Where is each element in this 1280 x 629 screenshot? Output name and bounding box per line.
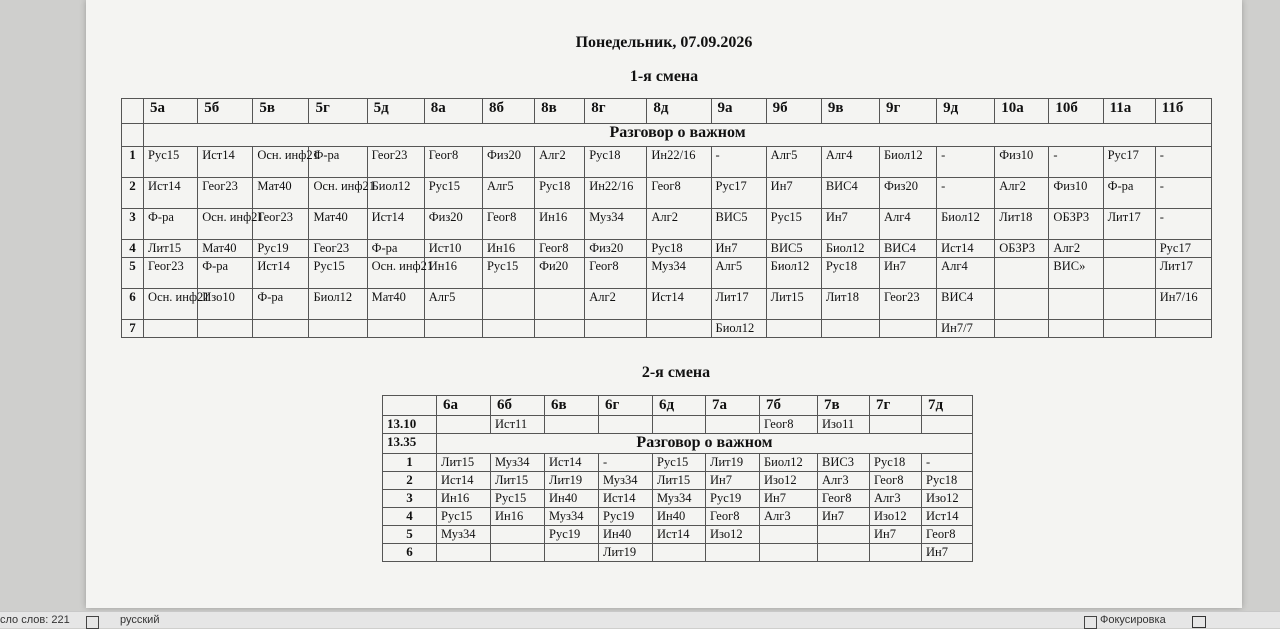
lesson-cell: Геог8	[922, 526, 973, 544]
lesson-cell: Геог8	[535, 240, 585, 258]
lesson-cell: Рус19	[253, 240, 309, 258]
lesson-cell: -	[599, 454, 653, 472]
class-header: 5б	[198, 99, 253, 124]
table-row	[383, 544, 973, 562]
lesson-cell	[760, 526, 818, 544]
lesson-cell: Ин7	[821, 209, 879, 240]
class-header: 6в	[545, 396, 599, 416]
lesson-cell: Геог8	[482, 209, 534, 240]
lesson-cell	[437, 416, 491, 434]
class-header	[122, 99, 144, 124]
lesson-cell: Ин16	[437, 490, 491, 508]
lesson-cell: Биол12	[711, 320, 766, 338]
lesson-cell: Физ20	[585, 240, 647, 258]
lesson-cell: Биол12	[879, 147, 936, 178]
lesson-cell: Алг2	[585, 289, 647, 320]
lesson-cell: Алг4	[937, 258, 995, 289]
lesson-cell	[198, 320, 253, 338]
shift1-table	[121, 98, 1212, 338]
lesson-cell	[482, 320, 534, 338]
lesson-cell: Лит17	[711, 289, 766, 320]
lesson-cell: Рус17	[711, 178, 766, 209]
lesson-cell	[821, 320, 879, 338]
print-layout-icon[interactable]	[1192, 616, 1206, 628]
lesson-cell: Муз34	[647, 258, 711, 289]
lesson-cell: Ист11	[491, 416, 545, 434]
focus-button[interactable]: Фокусировка	[1100, 614, 1166, 626]
class-header: 5г	[309, 99, 367, 124]
lesson-cell: Ист14	[144, 178, 198, 209]
lesson-cell: Ист14	[367, 209, 424, 240]
lesson-cell: Рус15	[437, 508, 491, 526]
table-row	[383, 526, 973, 544]
lesson-cell: Физ10	[995, 147, 1049, 178]
lesson-number: 3	[122, 209, 144, 240]
lesson-cell	[995, 320, 1049, 338]
lesson-number: 5	[383, 526, 437, 544]
lesson-cell: Ин7	[760, 490, 818, 508]
lesson-cell: Осн. инф21	[144, 289, 198, 320]
lesson-cell: Биол12	[309, 289, 367, 320]
lesson-cell: Изо12	[706, 526, 760, 544]
lesson-cell: -	[1155, 147, 1211, 178]
table-row	[383, 490, 973, 508]
lesson-cell: Геог8	[585, 258, 647, 289]
lesson-cell: Геог23	[144, 258, 198, 289]
table-row	[383, 454, 973, 472]
lesson-cell: Геог8	[760, 416, 818, 434]
lesson-cell	[706, 544, 760, 562]
lesson-cell: Изо11	[818, 416, 870, 434]
lesson-cell	[653, 544, 706, 562]
lesson-cell: Физ20	[424, 209, 482, 240]
lesson-cell: ВИС»	[1049, 258, 1103, 289]
class-header: 9д	[937, 99, 995, 124]
lesson-cell: Биол12	[367, 178, 424, 209]
lesson-cell: Ист10	[424, 240, 482, 258]
lesson-cell: Ин16	[482, 240, 534, 258]
lesson-cell: Алг2	[647, 209, 711, 240]
lesson-cell	[995, 289, 1049, 320]
class-header: 8в	[535, 99, 585, 124]
lesson-cell: Геог8	[424, 147, 482, 178]
lesson-cell: Изо12	[922, 490, 973, 508]
lesson-cell: Лит15	[491, 472, 545, 490]
table-row	[122, 147, 1212, 178]
lesson-cell: Мат40	[198, 240, 253, 258]
lesson-cell: Осн. инф21	[198, 209, 253, 240]
lesson-cell: Алг4	[879, 209, 936, 240]
lesson-number: 2	[383, 472, 437, 490]
lesson-cell: Муз34	[437, 526, 491, 544]
lesson-cell	[879, 320, 936, 338]
class-header: 7б	[760, 396, 818, 416]
lesson-cell: Ф-ра	[1103, 178, 1155, 209]
lesson-cell: -	[1155, 178, 1211, 209]
lesson-cell	[535, 289, 585, 320]
lesson-cell	[545, 416, 599, 434]
lesson-cell: Лит19	[706, 454, 760, 472]
lesson-cell: Муз34	[585, 209, 647, 240]
talk-row-label: Разговор о важном	[144, 124, 1212, 147]
class-header: 7д	[922, 396, 973, 416]
lesson-cell	[253, 320, 309, 338]
lesson-cell	[760, 544, 818, 562]
lesson-cell	[367, 320, 424, 338]
lesson-cell: Алг3	[870, 490, 922, 508]
class-header: 6а	[437, 396, 491, 416]
lesson-cell: Лит18	[995, 209, 1049, 240]
status-bar	[0, 611, 1280, 628]
lesson-cell: Мат40	[309, 209, 367, 240]
lesson-cell: Ин16	[491, 508, 545, 526]
lesson-cell: Ин40	[545, 490, 599, 508]
table-row	[383, 416, 973, 434]
lesson-cell: Биол12	[760, 454, 818, 472]
class-header: 9б	[766, 99, 821, 124]
lesson-cell: Геог23	[367, 147, 424, 178]
talk-row	[122, 124, 1212, 147]
shift2-table	[382, 395, 973, 562]
lesson-cell: Лит19	[545, 472, 599, 490]
table-row	[122, 258, 1212, 289]
lesson-number: 1	[383, 454, 437, 472]
table-row	[122, 240, 1212, 258]
lesson-cell: Рус18	[647, 240, 711, 258]
lesson-cell: Биол12	[937, 209, 995, 240]
lesson-cell	[818, 526, 870, 544]
lesson-cell: Ф-ра	[144, 209, 198, 240]
lesson-cell: -	[711, 147, 766, 178]
lesson-cell: Геог8	[870, 472, 922, 490]
lesson-cell	[653, 416, 706, 434]
lesson-cell: Алг5	[766, 147, 821, 178]
lesson-cell: Ист14	[253, 258, 309, 289]
lesson-cell: Муз34	[545, 508, 599, 526]
lesson-cell: Рус17	[1155, 240, 1211, 258]
lesson-cell: Рус19	[599, 508, 653, 526]
lesson-number: 2	[122, 178, 144, 209]
lesson-cell: Геог23	[253, 209, 309, 240]
lesson-cell: Лит18	[821, 289, 879, 320]
empty-cell	[122, 124, 144, 147]
lesson-cell: Геог23	[879, 289, 936, 320]
class-header: 6б	[491, 396, 545, 416]
lesson-cell: Мат40	[253, 178, 309, 209]
lesson-cell: Ист14	[647, 289, 711, 320]
class-header: 7а	[706, 396, 760, 416]
lesson-cell: Лит15	[437, 454, 491, 472]
lesson-cell: Ин40	[599, 526, 653, 544]
lesson-cell: Рус19	[545, 526, 599, 544]
talk-row	[383, 434, 973, 454]
lesson-number: 6	[383, 544, 437, 562]
lesson-cell: -	[922, 454, 973, 472]
lesson-cell: Ист14	[922, 508, 973, 526]
table-row	[122, 178, 1212, 209]
lesson-cell: Лит17	[1103, 209, 1155, 240]
lesson-cell: Алг2	[535, 147, 585, 178]
lesson-cell: Ин7/16	[1155, 289, 1211, 320]
lesson-cell: Ист14	[198, 147, 253, 178]
lesson-cell: Ин7	[879, 258, 936, 289]
lesson-cell: ОБЗР3	[1049, 209, 1103, 240]
lesson-cell: Геог8	[647, 178, 711, 209]
lesson-cell: -	[1155, 209, 1211, 240]
lesson-cell: Муз34	[491, 454, 545, 472]
table-header-row	[383, 396, 973, 416]
lesson-cell: ВИС4	[879, 240, 936, 258]
lesson-cell: Ист14	[599, 490, 653, 508]
lesson-cell: Фи20	[535, 258, 585, 289]
lesson-cell: Ист14	[437, 472, 491, 490]
lesson-cell: Геог8	[818, 490, 870, 508]
lesson-cell: Рус15	[766, 209, 821, 240]
class-header: 10б	[1049, 99, 1103, 124]
lesson-cell: Физ20	[482, 147, 534, 178]
lesson-number: 7	[122, 320, 144, 338]
lesson-cell: Ист14	[653, 526, 706, 544]
table-row	[383, 472, 973, 490]
lesson-cell	[1103, 258, 1155, 289]
lesson-cell: Ин40	[653, 508, 706, 526]
class-header: 7г	[870, 396, 922, 416]
lesson-cell: Ист14	[937, 240, 995, 258]
lesson-cell: Лит15	[653, 472, 706, 490]
time-cell: 13.35	[383, 434, 437, 454]
shift1-title: 1-я смена	[629, 68, 699, 85]
class-header: 6д	[653, 396, 706, 416]
lesson-cell: Осн. инф21	[367, 258, 424, 289]
lesson-cell: Ф-ра	[253, 289, 309, 320]
lesson-cell	[491, 544, 545, 562]
lesson-cell: Ф-ра	[198, 258, 253, 289]
lesson-cell	[599, 416, 653, 434]
lesson-cell	[995, 258, 1049, 289]
lesson-cell	[647, 320, 711, 338]
lesson-cell	[144, 320, 198, 338]
lesson-cell: Алг5	[424, 289, 482, 320]
lesson-cell	[491, 526, 545, 544]
lesson-cell: Рус15	[144, 147, 198, 178]
lesson-number: 6	[122, 289, 144, 320]
lesson-cell: ВИС4	[821, 178, 879, 209]
word-count[interactable]: сло слов: 221	[0, 614, 70, 626]
class-header: 9а	[711, 99, 766, 124]
lesson-cell: Рус15	[309, 258, 367, 289]
lesson-cell: Рус18	[535, 178, 585, 209]
lesson-cell: Геог23	[198, 178, 253, 209]
lesson-cell: Физ20	[879, 178, 936, 209]
lesson-number: 4	[383, 508, 437, 526]
lesson-cell: Ин7	[922, 544, 973, 562]
lesson-cell: Осн. инф21	[253, 147, 309, 178]
lesson-cell: Лит17	[1155, 258, 1211, 289]
class-header: 8а	[424, 99, 482, 124]
lesson-cell: ВИС5	[711, 209, 766, 240]
lesson-cell: Физ10	[1049, 178, 1103, 209]
class-header: 8д	[647, 99, 711, 124]
lesson-cell: Алг4	[821, 147, 879, 178]
class-header: 7в	[818, 396, 870, 416]
class-header: 5в	[253, 99, 309, 124]
lesson-cell: Алг5	[711, 258, 766, 289]
lesson-cell: Алг2	[995, 178, 1049, 209]
lesson-cell: Рус15	[653, 454, 706, 472]
table-row	[383, 508, 973, 526]
lesson-cell: -	[937, 147, 995, 178]
lesson-number: 1	[122, 147, 144, 178]
lesson-cell: Рус18	[821, 258, 879, 289]
lesson-cell	[922, 416, 973, 434]
lesson-cell	[545, 544, 599, 562]
lesson-cell: Ф-ра	[309, 147, 367, 178]
lesson-cell: Ин22/16	[647, 147, 711, 178]
lesson-cell: Рус15	[424, 178, 482, 209]
class-header: 9в	[821, 99, 879, 124]
lesson-number: 5	[122, 258, 144, 289]
lesson-cell	[535, 320, 585, 338]
lesson-cell: Ф-ра	[367, 240, 424, 258]
lesson-cell: Ин7	[766, 178, 821, 209]
class-header: 9г	[879, 99, 936, 124]
lesson-cell: Биол12	[766, 258, 821, 289]
lesson-cell	[309, 320, 367, 338]
lesson-cell: ОБЗР3	[995, 240, 1049, 258]
lesson-cell	[1155, 320, 1211, 338]
table-row	[122, 289, 1212, 320]
lesson-cell: Геог8	[706, 508, 760, 526]
lesson-cell	[1103, 320, 1155, 338]
class-header: 5д	[367, 99, 424, 124]
lesson-cell	[870, 416, 922, 434]
lesson-cell	[424, 320, 482, 338]
time-cell: 13.10	[383, 416, 437, 434]
lesson-cell: Рус18	[585, 147, 647, 178]
table-row	[122, 209, 1212, 240]
shift2-title: 2-я смена	[641, 364, 711, 381]
lesson-cell	[482, 289, 534, 320]
lesson-cell: Алг3	[818, 472, 870, 490]
lesson-cell	[437, 544, 491, 562]
lesson-cell: Ин7	[706, 472, 760, 490]
lesson-cell: Биол12	[821, 240, 879, 258]
lesson-cell: Рус17	[1103, 147, 1155, 178]
table-header-row	[122, 99, 1212, 124]
lesson-cell	[766, 320, 821, 338]
lesson-cell	[1049, 289, 1103, 320]
document-title: Понедельник, 07.09.2026	[575, 34, 753, 51]
lesson-cell: Рус15	[482, 258, 534, 289]
lesson-cell: Ин7	[870, 526, 922, 544]
class-header: 11а	[1103, 99, 1155, 124]
lesson-number: 4	[122, 240, 144, 258]
lesson-cell: -	[937, 178, 995, 209]
lesson-cell: Ин16	[535, 209, 585, 240]
lesson-cell: Лит15	[144, 240, 198, 258]
lesson-cell: Ин7	[818, 508, 870, 526]
lesson-cell: Ист14	[545, 454, 599, 472]
class-header	[383, 396, 437, 416]
lesson-cell: Лит15	[766, 289, 821, 320]
lesson-cell: Муз34	[653, 490, 706, 508]
lesson-cell: -	[1049, 147, 1103, 178]
lesson-cell	[706, 416, 760, 434]
lesson-cell: Ин16	[424, 258, 482, 289]
lesson-cell: Изо12	[870, 508, 922, 526]
lesson-cell: Ин22/16	[585, 178, 647, 209]
lesson-cell: ВИС3	[818, 454, 870, 472]
class-header: 10а	[995, 99, 1049, 124]
lesson-cell: Рус15	[491, 490, 545, 508]
lesson-cell: ВИС5	[766, 240, 821, 258]
lesson-cell: Мат40	[367, 289, 424, 320]
lesson-cell: Рус18	[870, 454, 922, 472]
class-header: 6г	[599, 396, 653, 416]
lesson-cell: Алг5	[482, 178, 534, 209]
lesson-cell: Ин7	[711, 240, 766, 258]
lesson-cell: Муз34	[599, 472, 653, 490]
lesson-cell: Рус18	[922, 472, 973, 490]
class-header: 5а	[144, 99, 198, 124]
class-header: 8б	[482, 99, 534, 124]
lesson-number: 3	[383, 490, 437, 508]
lesson-cell	[585, 320, 647, 338]
lesson-cell	[870, 544, 922, 562]
class-header: 8г	[585, 99, 647, 124]
lesson-cell: Геог23	[309, 240, 367, 258]
lesson-cell: Изо12	[760, 472, 818, 490]
lesson-cell	[1049, 320, 1103, 338]
table-row	[122, 320, 1212, 338]
lesson-cell	[1103, 289, 1155, 320]
lesson-cell	[818, 544, 870, 562]
lesson-cell	[1103, 240, 1155, 258]
lesson-cell: Алг2	[1049, 240, 1103, 258]
lesson-cell: Лит19	[599, 544, 653, 562]
language-indicator[interactable]: русский	[120, 614, 160, 626]
lesson-cell: Рус19	[706, 490, 760, 508]
lesson-cell: Изо10	[198, 289, 253, 320]
lesson-cell: Ин7/7	[937, 320, 995, 338]
talk-row-label: Разговор о важном	[437, 434, 973, 454]
lesson-cell: ВИС4	[937, 289, 995, 320]
lesson-cell: Осн. инф21	[309, 178, 367, 209]
lesson-cell: Алг3	[760, 508, 818, 526]
class-header: 11б	[1155, 99, 1211, 124]
